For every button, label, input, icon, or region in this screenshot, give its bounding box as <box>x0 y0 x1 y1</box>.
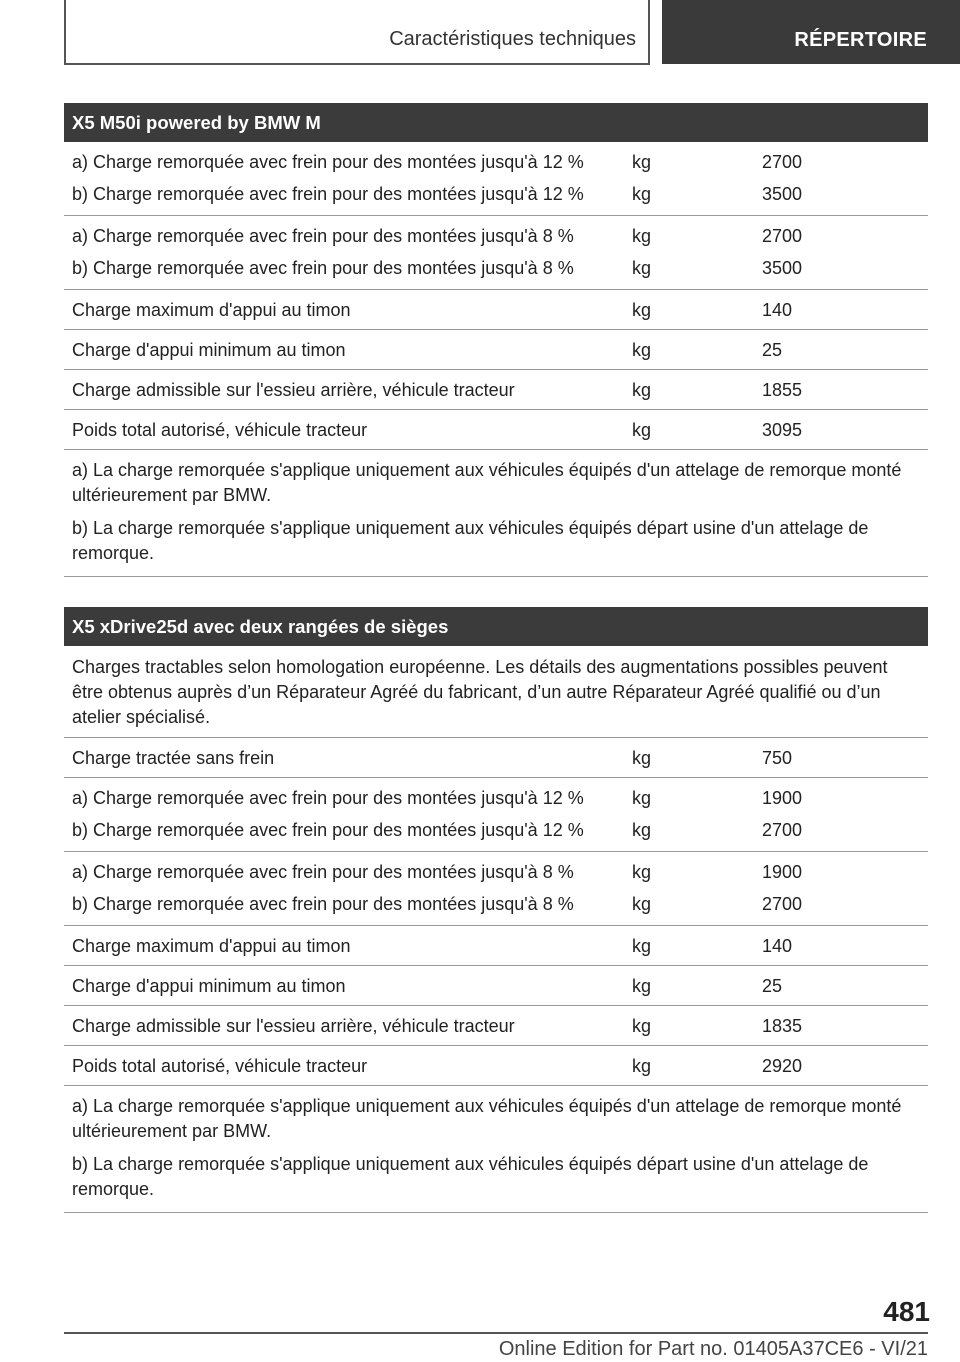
cell-unit: kg <box>632 748 652 768</box>
table-line <box>64 294 928 326</box>
cell-label: b) Charge remorquée avec frein pour des montées jusqu'à 8 % <box>72 894 574 914</box>
spec-table <box>64 103 928 577</box>
footnote: a) La charge remorquée s'applique uniquement aux véhicules équipés d'un attelage de remorque monté ultérieurement par BMW. <box>72 1096 902 1141</box>
table-notes <box>64 1086 928 1213</box>
table-row <box>64 738 928 778</box>
cell-label: b) Charge remorquée avec frein pour des montées jusqu'à 8 % <box>72 258 574 278</box>
cell-unit: kg <box>632 976 652 996</box>
table-line <box>64 414 928 446</box>
table-line <box>64 930 928 962</box>
cell-value: 3500 <box>762 258 803 278</box>
cell-value: 2700 <box>762 820 803 840</box>
cell-unit: kg <box>632 1056 652 1076</box>
cell-unit: kg <box>632 936 652 956</box>
cell-label: a) Charge remorquée avec frein pour des montées jusqu'à 12 % <box>72 152 584 172</box>
cell-label: b) Charge remorquée avec frein pour des montées jusqu'à 12 % <box>72 820 584 840</box>
cell-label: a) Charge remorquée avec frein pour des montées jusqu'à 8 % <box>72 226 574 246</box>
table-line <box>64 782 928 814</box>
cell-value: 2700 <box>762 894 803 914</box>
cell-label: Charge maximum d'appui au timon <box>72 300 351 320</box>
table-line <box>64 856 928 888</box>
table-heading: X5 M50i powered by BMW M <box>64 103 928 142</box>
cell-value: 1835 <box>762 1016 803 1036</box>
table-line <box>64 334 928 366</box>
cell-unit: kg <box>632 894 652 914</box>
cell-unit: kg <box>632 258 652 278</box>
cell-value: 140 <box>762 936 793 956</box>
footnote: b) La charge remorquée s'applique uniquement aux véhicules équipés départ usine d'un attelage de remorque. <box>72 518 869 563</box>
table-line <box>64 374 928 406</box>
tab-repertoire-label: RÉPERTOIRE <box>794 29 927 51</box>
cell-label: a) Charge remorquée avec frein pour des montées jusqu'à 12 % <box>72 788 584 808</box>
section-title: Caractéristiques techniques <box>389 28 636 50</box>
cell-value: 25 <box>762 976 783 996</box>
cell-unit: kg <box>632 300 652 320</box>
cell-unit: kg <box>632 340 652 360</box>
table-row <box>64 330 928 370</box>
cell-unit: kg <box>632 226 652 246</box>
cell-value: 2700 <box>762 226 803 246</box>
cell-value: 140 <box>762 300 793 320</box>
cell-label: Charge d'appui minimum au timon <box>72 340 346 360</box>
table-notes <box>64 450 928 577</box>
cell-unit: kg <box>632 862 652 882</box>
table-row <box>64 926 928 966</box>
cell-label: Poids total autorisé, véhicule tracteur <box>72 420 368 440</box>
table-line <box>64 178 928 210</box>
table-line <box>64 1010 928 1042</box>
table-row <box>64 966 928 1006</box>
table-row <box>64 290 928 330</box>
cell-label: Charge d'appui minimum au timon <box>72 976 346 996</box>
cell-value: 1900 <box>762 862 803 882</box>
header-rule-bottom <box>64 63 650 65</box>
tab-repertoire[interactable] <box>662 0 960 64</box>
footnote: a) La charge remorquée s'applique uniquement aux véhicules équipés d'un attelage de remorque monté ultérieurement par BMW. <box>72 460 902 505</box>
table-row <box>64 1046 928 1086</box>
cell-value: 2700 <box>762 152 803 172</box>
cell-unit: kg <box>632 1016 652 1036</box>
table-row <box>64 142 928 216</box>
table-row <box>64 216 928 290</box>
spec-table <box>64 607 928 1213</box>
table-row <box>64 410 928 450</box>
table-row <box>64 778 928 852</box>
table-intro: Charges tractables selon homologation européenne. Les détails des augmentations possibles peuvent être obtenus auprès d’un Réparateur Agréé du fabricant, d’un autre Réparateur Agréé qualifié ou d’un atelier spécialisé. <box>64 646 928 738</box>
cell-label: Charge admissible sur l'essieu arrière, véhicule tracteur <box>72 1016 515 1036</box>
cell-unit: kg <box>632 788 652 808</box>
header-rule-divider <box>648 0 650 64</box>
cell-value: 1855 <box>762 380 803 400</box>
footer-edition: Online Edition for Part no. 01405A37CE6 - VI/21 <box>498 1338 928 1360</box>
cell-label: Charge maximum d'appui au timon <box>72 936 351 956</box>
table-line <box>64 814 928 846</box>
header-rule-left <box>64 0 66 64</box>
cell-label: a) Charge remorquée avec frein pour des montées jusqu'à 8 % <box>72 862 574 882</box>
table-line <box>64 146 928 178</box>
content <box>64 103 928 1213</box>
cell-value: 2920 <box>762 1056 803 1076</box>
cell-label: Poids total autorisé, véhicule tracteur <box>72 1056 368 1076</box>
cell-unit: kg <box>632 380 652 400</box>
table-line <box>64 1050 928 1082</box>
table-row <box>64 370 928 410</box>
cell-unit: kg <box>632 184 652 204</box>
cell-value: 3095 <box>762 420 803 440</box>
footer-rule <box>64 1332 928 1334</box>
table-line <box>64 970 928 1002</box>
cell-value: 25 <box>762 340 783 360</box>
cell-value: 3500 <box>762 184 803 204</box>
cell-unit: kg <box>632 420 652 440</box>
section-gap <box>64 577 928 607</box>
table-line <box>64 252 928 284</box>
table-line <box>64 742 928 774</box>
footnote: b) La charge remorquée s'applique uniquement aux véhicules équipés départ usine d'un attelage de remorque. <box>72 1154 869 1199</box>
cell-unit: kg <box>632 152 652 172</box>
cell-value: 750 <box>762 748 793 768</box>
cell-label: Charge tractée sans frein <box>72 748 275 768</box>
table-heading: X5 xDrive25d avec deux rangées de sièges <box>64 607 928 646</box>
table-row <box>64 1006 928 1046</box>
page-number: 481 <box>883 1296 930 1327</box>
table-row <box>64 852 928 926</box>
cell-unit: kg <box>632 820 652 840</box>
table-line <box>64 220 928 252</box>
cell-label: b) Charge remorquée avec frein pour des montées jusqu'à 12 % <box>72 184 584 204</box>
table-line <box>64 888 928 920</box>
cell-label: Charge admissible sur l'essieu arrière, véhicule tracteur <box>72 380 515 400</box>
cell-value: 1900 <box>762 788 803 808</box>
